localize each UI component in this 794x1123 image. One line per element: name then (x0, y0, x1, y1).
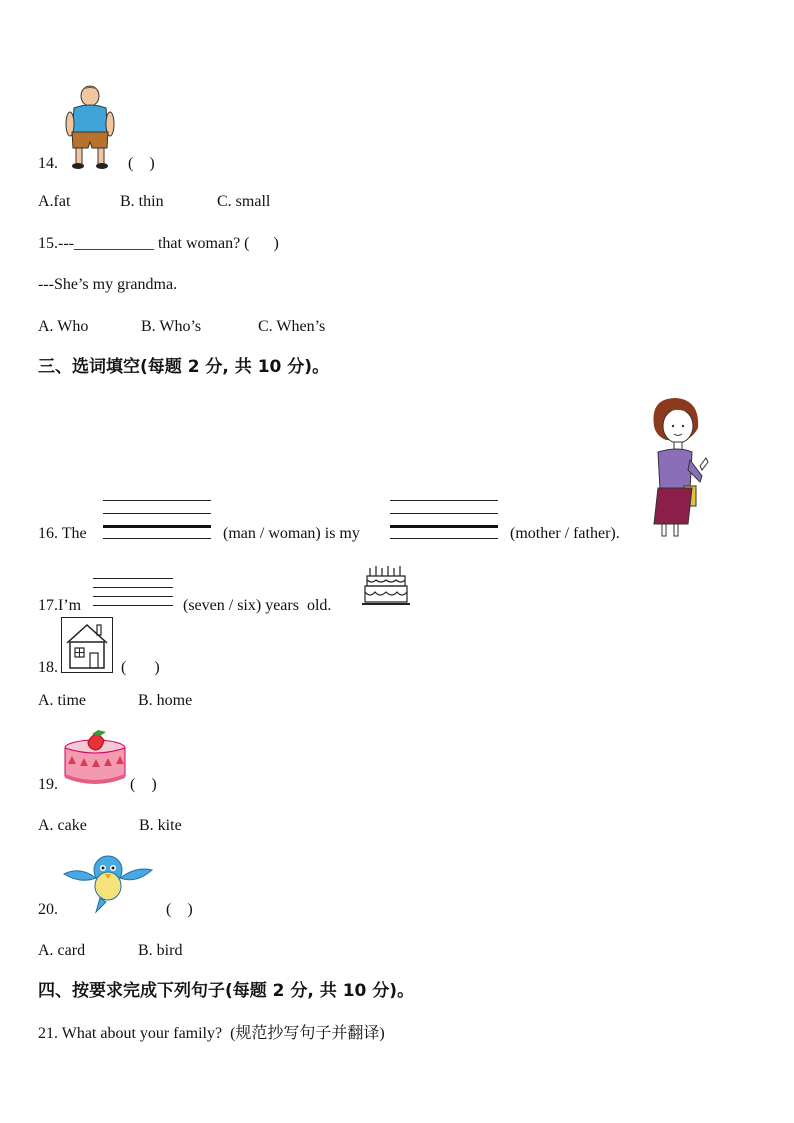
question-17-choice: (seven / six) years old. (183, 597, 332, 614)
question-19-answer-paren: ( ) (130, 776, 157, 793)
question-14-answer-paren: ( ) (128, 155, 155, 172)
house-icon (61, 617, 113, 673)
q14-option-a: A.fat (38, 193, 71, 210)
writing-lines-2[interactable] (390, 500, 498, 540)
question-18-answer-paren: ( ) (121, 659, 160, 676)
question-16-prefix: 16. The (38, 525, 87, 542)
q15-option-c: C. When’s (258, 318, 326, 335)
question-19-number: 19. (38, 776, 58, 793)
q18-option-b: B. home (138, 692, 193, 709)
writing-lines-3[interactable] (93, 578, 173, 608)
q20-option-a: A. card (38, 942, 86, 959)
question-15-prompt: 15.---__________ that woman? ( ) (38, 235, 279, 252)
woman-illustration (646, 396, 710, 542)
question-17-prefix: 17.I’m (38, 597, 82, 614)
question-20-answer-paren: ( ) (166, 901, 193, 918)
birthday-cake-icon (362, 562, 410, 610)
question-16-choice-1: (man / woman) is my (223, 525, 360, 542)
q19-option-a: A. cake (38, 817, 87, 834)
question-16-choice-2: (mother / father). (510, 525, 620, 542)
bird-illustration (60, 852, 156, 914)
strawberry-cake-icon (62, 728, 128, 788)
section-4-heading: 四、按要求完成下列句子(每题 2 分, 共 10 分)。 (38, 981, 415, 1001)
q20-option-b: B. bird (138, 942, 183, 959)
question-21-text: 21. What about your family? (规范抄写句子并翻译) (38, 1025, 385, 1042)
question-20-number: 20. (38, 901, 58, 918)
q15-option-b: B. Who’s (141, 318, 202, 335)
q19-option-b: B. kite (139, 817, 182, 834)
fat-boy-illustration (62, 84, 118, 170)
q14-option-b: B. thin (120, 193, 164, 210)
question-15-dialogue-answer: ---She’s my grandma. (38, 276, 178, 293)
question-18-number: 18. (38, 659, 58, 676)
q18-option-a: A. time (38, 692, 86, 709)
q15-option-a: A. Who (38, 318, 89, 335)
writing-lines-1[interactable] (103, 500, 211, 540)
section-3-heading: 三、选词填空(每题 2 分, 共 10 分)。 (38, 357, 330, 377)
question-14-number: 14. (38, 155, 58, 172)
q14-option-c: C. small (217, 193, 271, 210)
